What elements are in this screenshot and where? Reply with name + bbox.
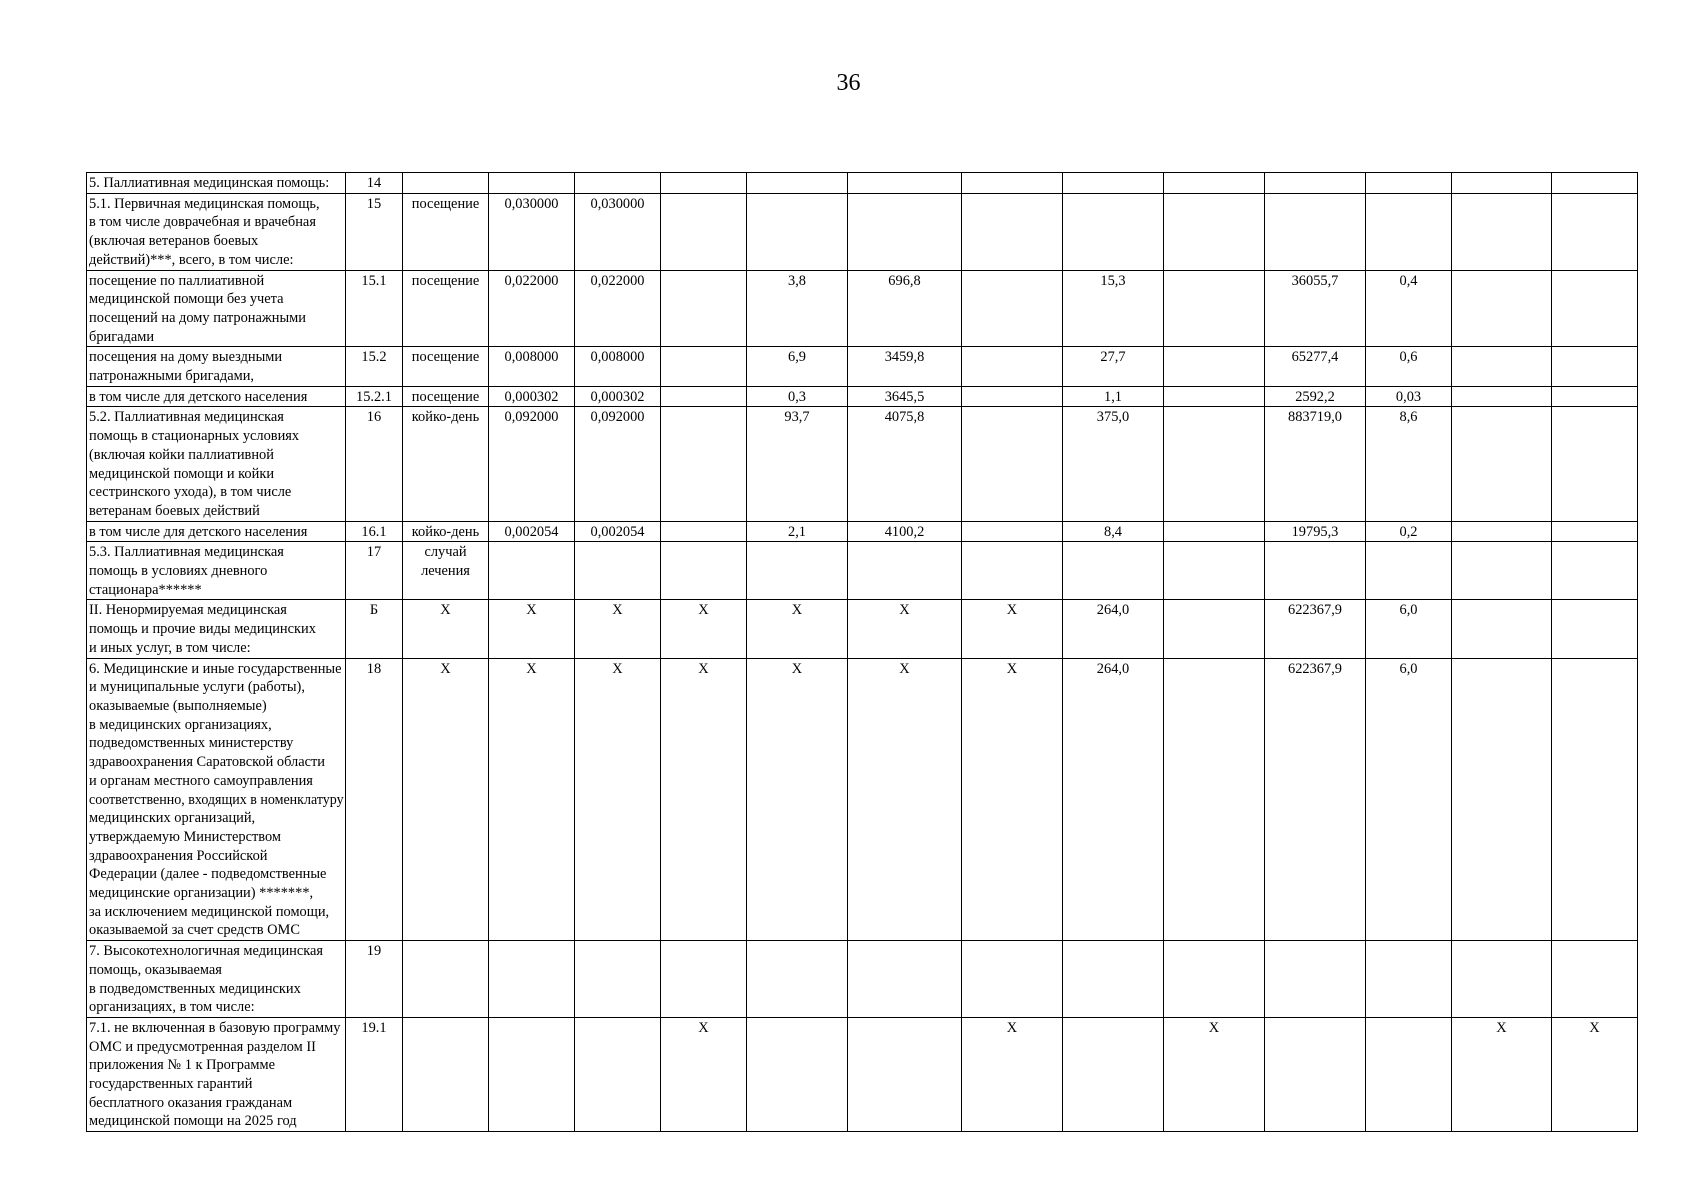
table-cell	[848, 1017, 962, 1131]
table-cell: 3,8	[747, 270, 848, 347]
table-cell: 3459,8	[848, 347, 962, 386]
description-line: 5. Паллиативная медицинская помощь:	[89, 175, 330, 191]
table-cell	[1164, 407, 1265, 521]
description-line: ветеранам боевых действий	[89, 502, 260, 519]
row-description	[87, 658, 346, 941]
row-description	[87, 193, 346, 270]
description-line: посещение по паллиативной	[89, 272, 265, 289]
table-cell	[1164, 386, 1265, 407]
table-cell	[1063, 542, 1164, 600]
table-cell	[1552, 941, 1638, 1018]
table-row	[87, 270, 1638, 347]
table-cell	[661, 270, 747, 347]
row-description	[87, 600, 346, 658]
table-cell	[489, 173, 575, 194]
row-description	[87, 347, 346, 386]
table-cell: посещение	[403, 193, 489, 270]
description-line: медицинские организации) *******,	[89, 885, 314, 902]
table-cell	[1552, 347, 1638, 386]
description-line: медицинской помощи и койки	[89, 465, 275, 482]
table-cell	[1452, 658, 1552, 941]
table-cell	[962, 270, 1063, 347]
table-cell	[661, 347, 747, 386]
description-line: подведомственных министерству	[89, 735, 294, 752]
description-line: патронажными бригадами,	[89, 368, 255, 385]
description-line: оказываемой за счет средств ОМС	[89, 922, 300, 939]
description-line: здравоохранения Саратовской области	[89, 754, 325, 771]
table-cell: 4100,2	[848, 521, 962, 542]
row-description	[87, 521, 346, 542]
table-cell	[1452, 407, 1552, 521]
table-cell: 93,7	[747, 407, 848, 521]
table-cell: 0,030000	[575, 193, 661, 270]
description-line: помощь, оказываемая	[89, 961, 222, 978]
table-cell	[962, 193, 1063, 270]
description-line: за исключением медицинской помощи,	[89, 903, 330, 920]
table-cell: 883719,0	[1265, 407, 1366, 521]
table-cell	[1366, 941, 1452, 1018]
volume-cost-table	[86, 172, 1638, 1132]
description-line: медицинских организаций,	[89, 810, 256, 827]
table-cell	[489, 1017, 575, 1131]
table-row	[87, 386, 1638, 407]
row-code: 14	[346, 173, 403, 194]
table-row	[87, 941, 1638, 1018]
row-code: 15.2.1	[346, 386, 403, 407]
table-cell: 0,6	[1366, 347, 1452, 386]
table-cell: 4075,8	[848, 407, 962, 521]
table-cell	[403, 941, 489, 1018]
table-cell	[1552, 193, 1638, 270]
table-cell: 0,000302	[575, 386, 661, 407]
table-cell	[661, 386, 747, 407]
table-cell: Х	[848, 600, 962, 658]
description-line: действий)***, всего, в том числе:	[89, 251, 294, 268]
table-cell	[1164, 658, 1265, 941]
table-cell	[403, 173, 489, 194]
table-cell: Х	[403, 600, 489, 658]
table-cell	[1265, 1017, 1366, 1131]
description-line: помощь в стационарных условиях	[89, 428, 300, 445]
table-cell: Х	[962, 600, 1063, 658]
table-row	[87, 1017, 1638, 1131]
description-line: (включая койки паллиативной	[89, 446, 274, 463]
table-cell	[747, 941, 848, 1018]
table-cell: Х	[661, 658, 747, 941]
row-code: 15.2	[346, 347, 403, 386]
table-cell: Х	[1552, 1017, 1638, 1131]
table-cell: посещение	[403, 347, 489, 386]
table-cell: Х	[747, 600, 848, 658]
table-cell: 1,1	[1063, 386, 1164, 407]
description-line: помощь и прочие виды медицинских	[89, 621, 316, 638]
table-cell: 0,008000	[489, 347, 575, 386]
row-code: Б	[346, 600, 403, 658]
table-cell: 2,1	[747, 521, 848, 542]
table-cell	[661, 521, 747, 542]
description-line: и иных услуг, в том числе:	[89, 639, 251, 656]
description-line: соответственно, входящих в номенклатуру	[89, 791, 344, 808]
description-line: бригадами	[89, 328, 155, 345]
table-cell	[1452, 941, 1552, 1018]
table-cell: 27,7	[1063, 347, 1164, 386]
table-cell	[848, 542, 962, 600]
table-cell: случай лечения	[403, 542, 489, 600]
table-row	[87, 193, 1638, 270]
table-cell: 6,9	[747, 347, 848, 386]
table-cell	[962, 521, 1063, 542]
table-row	[87, 542, 1638, 600]
table-cell	[1452, 270, 1552, 347]
page-number: 36	[836, 70, 861, 96]
description-line: стационара******	[89, 581, 202, 598]
table-cell	[1452, 193, 1552, 270]
table-cell: 0,092000	[489, 407, 575, 521]
table-cell	[661, 407, 747, 521]
table-cell: Х	[575, 600, 661, 658]
description-line: посещений на дому патронажными	[89, 309, 306, 326]
table-cell: 2592,2	[1265, 386, 1366, 407]
table-cell: Х	[962, 658, 1063, 941]
description-line: 7. Высокотехнологичная медицинская	[89, 943, 324, 960]
table-cell	[1063, 193, 1164, 270]
table-cell: Х	[1164, 1017, 1265, 1131]
row-code: 18	[346, 658, 403, 941]
table-cell: 0,3	[747, 386, 848, 407]
table-cell	[962, 173, 1063, 194]
table-cell: 0,03	[1366, 386, 1452, 407]
table-cell	[1552, 600, 1638, 658]
table-cell: 0,4	[1366, 270, 1452, 347]
table-cell: 6,0	[1366, 658, 1452, 941]
description-line: в медицинских организациях,	[89, 716, 272, 733]
table-cell	[1265, 941, 1366, 1018]
table-cell	[1452, 386, 1552, 407]
table-cell: 0,030000	[489, 193, 575, 270]
description-line: медицинской помощи на 2025 год	[89, 1113, 297, 1130]
description-line: здравоохранения Российской	[89, 847, 268, 864]
table-cell: койко-день	[403, 407, 489, 521]
table-cell	[1265, 542, 1366, 600]
description-line: сестринского ухода), в том числе	[89, 484, 292, 501]
row-description	[87, 270, 346, 347]
table-cell	[1366, 173, 1452, 194]
description-line: II. Ненормируемая медицинская	[89, 602, 287, 619]
description-line: организациях, в том числе:	[89, 999, 255, 1016]
table-cell	[1452, 521, 1552, 542]
table-cell: 622367,9	[1265, 658, 1366, 941]
row-description	[87, 407, 346, 521]
table-cell: Х	[848, 658, 962, 941]
table-cell	[1164, 941, 1265, 1018]
description-line: оказываемые (выполняемые)	[89, 697, 267, 714]
table-cell: 0,008000	[575, 347, 661, 386]
table-cell: Х	[403, 658, 489, 941]
table-cell	[1164, 347, 1265, 386]
table-cell	[848, 173, 962, 194]
table-cell	[1452, 600, 1552, 658]
table-cell: Х	[962, 1017, 1063, 1131]
table-row	[87, 600, 1638, 658]
table-cell: Х	[489, 600, 575, 658]
description-line: приложения № 1 к Программе	[89, 1057, 275, 1074]
table-cell	[489, 542, 575, 600]
table-cell: 0,002054	[575, 521, 661, 542]
table-cell	[1552, 407, 1638, 521]
table-cell	[1552, 542, 1638, 600]
table-row	[87, 407, 1638, 521]
table-cell	[1452, 173, 1552, 194]
row-code: 17	[346, 542, 403, 600]
table-cell: 0,2	[1366, 521, 1452, 542]
description-line: в том числе для детского населения	[89, 523, 308, 540]
table-cell: 65277,4	[1265, 347, 1366, 386]
table-cell	[962, 347, 1063, 386]
table-cell: 696,8	[848, 270, 962, 347]
table-cell	[1552, 521, 1638, 542]
table-cell	[1366, 1017, 1452, 1131]
table-cell	[661, 193, 747, 270]
table-cell	[1366, 542, 1452, 600]
table-cell	[747, 1017, 848, 1131]
row-code: 16.1	[346, 521, 403, 542]
row-code: 19	[346, 941, 403, 1018]
table-cell: посещение	[403, 386, 489, 407]
table-cell	[962, 941, 1063, 1018]
table-cell	[848, 941, 962, 1018]
description-line: 5.2. Паллиативная медицинская	[89, 409, 284, 426]
table-cell: 264,0	[1063, 658, 1164, 941]
description-line: государственных гарантий	[89, 1076, 253, 1093]
table-cell	[575, 173, 661, 194]
description-line: утверждаемую Министерством	[89, 828, 282, 845]
table-cell	[747, 193, 848, 270]
table-cell	[575, 1017, 661, 1131]
description-line: и муниципальные услуги (работы),	[89, 679, 305, 696]
table-cell	[661, 941, 747, 1018]
table-cell	[962, 407, 1063, 521]
table-cell	[1552, 658, 1638, 941]
table-cell	[403, 1017, 489, 1131]
row-code: 19.1	[346, 1017, 403, 1131]
row-description	[87, 941, 346, 1018]
table-cell	[1063, 173, 1164, 194]
table-cell	[1164, 193, 1265, 270]
table-cell: Х	[575, 658, 661, 941]
row-code: 15	[346, 193, 403, 270]
description-line: и органам местного самоуправления	[89, 772, 313, 789]
table-cell: 0,092000	[575, 407, 661, 521]
table-cell	[661, 542, 747, 600]
table-cell: Х	[489, 658, 575, 941]
table-cell	[747, 542, 848, 600]
table-cell	[575, 941, 661, 1018]
row-code: 16	[346, 407, 403, 521]
table-cell	[1552, 386, 1638, 407]
table-cell: посещение	[403, 270, 489, 347]
description-line: в том числе для детского населения	[89, 388, 308, 405]
table-cell	[1452, 542, 1552, 600]
table-row	[87, 658, 1638, 941]
row-description	[87, 542, 346, 600]
description-line: 7.1. не включенная в базовую программу	[89, 1019, 341, 1036]
description-line: посещения на дому выездными	[89, 349, 283, 366]
table-cell	[848, 193, 962, 270]
table-cell: Х	[661, 1017, 747, 1131]
table-cell: 264,0	[1063, 600, 1164, 658]
description-line: в подведомственных медицинских	[89, 980, 301, 997]
table-cell	[1164, 270, 1265, 347]
description-line: 5.1. Первичная медицинская помощь,	[89, 195, 320, 212]
table-cell: 622367,9	[1265, 600, 1366, 658]
table-cell	[1164, 173, 1265, 194]
table-cell: 8,4	[1063, 521, 1164, 542]
table-cell: Х	[747, 658, 848, 941]
table-cell: 0,022000	[575, 270, 661, 347]
table-row	[87, 347, 1638, 386]
table-cell: 15,3	[1063, 270, 1164, 347]
row-description	[87, 386, 346, 407]
table-cell: 0,000302	[489, 386, 575, 407]
table-cell: 36055,7	[1265, 270, 1366, 347]
table-cell	[489, 941, 575, 1018]
table-cell: койко-день	[403, 521, 489, 542]
table-cell: 19795,3	[1265, 521, 1366, 542]
table-cell	[1063, 1017, 1164, 1131]
table-cell	[1063, 941, 1164, 1018]
table-cell	[1552, 270, 1638, 347]
table-cell	[661, 173, 747, 194]
table-cell	[575, 542, 661, 600]
description-line: 6. Медицинские и иные государственные	[89, 660, 342, 677]
row-description	[87, 1017, 346, 1131]
description-line: бесплатного оказания гражданам	[89, 1094, 293, 1111]
table-cell: 6,0	[1366, 600, 1452, 658]
description-line: в том числе доврачебная и врачебная	[89, 214, 316, 231]
table-cell	[962, 386, 1063, 407]
table-cell	[1452, 347, 1552, 386]
description-line: 5.3. Паллиативная медицинская	[89, 544, 284, 561]
description-line: (включая ветеранов боевых	[89, 233, 259, 250]
table-cell	[962, 542, 1063, 600]
table-cell: 0,002054	[489, 521, 575, 542]
table-cell: 3645,5	[848, 386, 962, 407]
table-cell: Х	[661, 600, 747, 658]
table-row	[87, 521, 1638, 542]
table-cell	[1164, 521, 1265, 542]
table-cell	[1265, 173, 1366, 194]
table-cell: 375,0	[1063, 407, 1164, 521]
table-cell: Х	[1452, 1017, 1552, 1131]
description-line: ОМС и предусмотренная разделом II	[89, 1038, 316, 1055]
row-description	[87, 173, 346, 194]
row-code: 15.1	[346, 270, 403, 347]
description-line: Федерации (далее - подведомственные	[89, 866, 327, 883]
table-cell	[1164, 600, 1265, 658]
description-line: медицинской помощи без учета	[89, 291, 284, 308]
table-cell	[1164, 542, 1265, 600]
table-cell: 0,022000	[489, 270, 575, 347]
table-cell: 8,6	[1366, 407, 1452, 521]
table-row	[87, 173, 1638, 194]
table-cell	[1552, 173, 1638, 194]
table-cell	[747, 173, 848, 194]
table-cell	[1265, 193, 1366, 270]
table-cell	[1366, 193, 1452, 270]
description-line: помощь в условиях дневного	[89, 563, 268, 580]
